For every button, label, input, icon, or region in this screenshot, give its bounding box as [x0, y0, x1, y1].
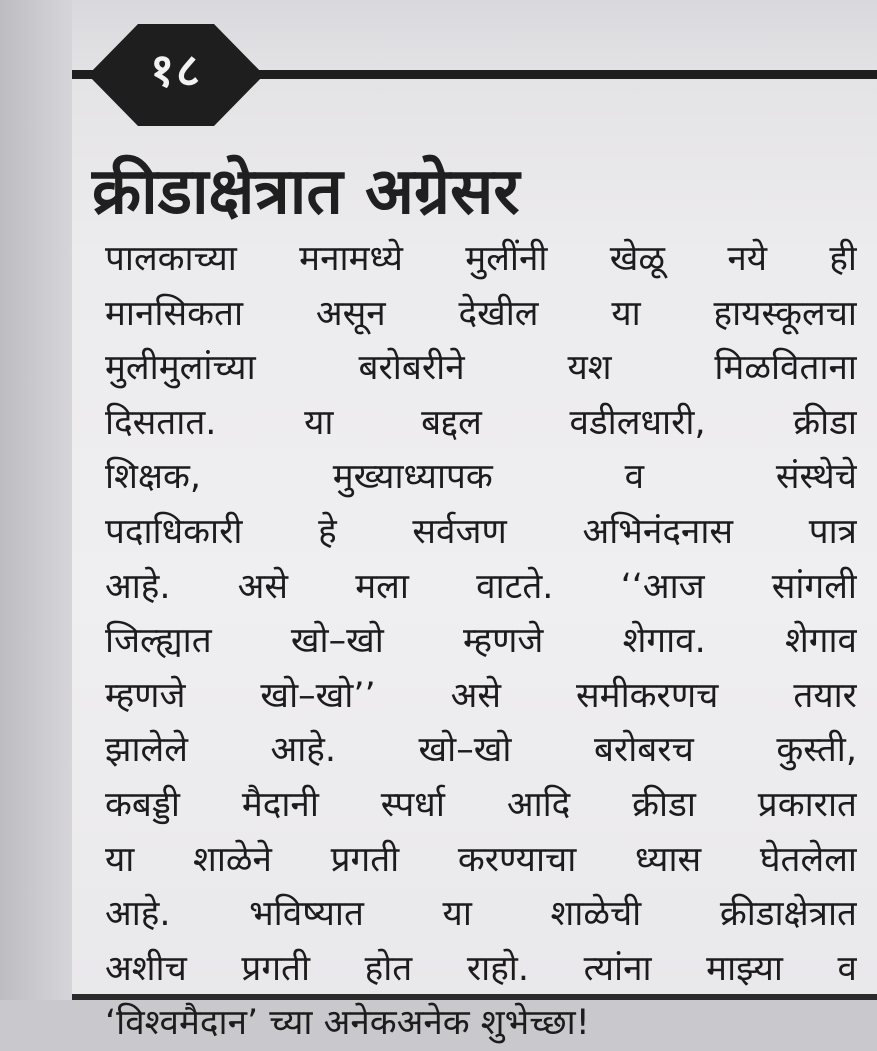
- body-line: कबड्डी मैदानी स्पर्धा आदि क्रीडा प्रकारात: [105, 784, 857, 825]
- page-gutter: [0, 0, 72, 1000]
- section-number: १८: [150, 43, 202, 97]
- body-line: मुलीमुलांच्या बरोबरीने यश मिळविताना: [105, 348, 857, 389]
- body-line: शिक्षक, मुख्याध्यापक व संस्थेचे: [105, 457, 857, 498]
- body-line: ‘विश्वमैदान’ च्या अनेकअनेक शुभेच्छा!: [105, 1003, 590, 1044]
- bottom-rule: [72, 994, 877, 1000]
- body-line: झालेले आहे. खो–खो बरोबरच कुस्ती,: [105, 730, 857, 771]
- body-line: या शाळेने प्रगती करण्याचा ध्यास घेतलेला: [105, 839, 857, 880]
- article-body: [105, 232, 857, 1051]
- body-line: पदाधिकारी हे सर्वजण अभिनंदनास पात्र: [105, 511, 857, 552]
- article-title: क्रीडाक्षेत्रात अग्रेसर: [92, 155, 520, 229]
- body-line: आहे. असे मला वाटते. ‘‘आज सांगली: [105, 566, 857, 607]
- body-line: पालकाच्या मनामध्ये मुलींनी खेळू नये ही: [105, 239, 857, 279]
- body-line: दिसतात. या बद्दल वडीलधारी, क्रीडा: [105, 402, 857, 443]
- section-number-badge: [88, 24, 264, 126]
- body-line: अशीच प्रगती होत राहो. त्यांना माझ्या व: [105, 948, 857, 989]
- body-line: मानसिकता असून देखील या हायस्कूलचा: [105, 293, 857, 334]
- body-line: म्हणजे खो–खो’’ असे समीकरणच तयार: [105, 675, 857, 716]
- body-line: जिल्ह्यात खो–खो म्हणजे शेगाव. शेगाव: [105, 621, 857, 662]
- body-line: आहे. भविष्यात या शाळेची क्रीडाक्षेत्रात: [105, 894, 857, 935]
